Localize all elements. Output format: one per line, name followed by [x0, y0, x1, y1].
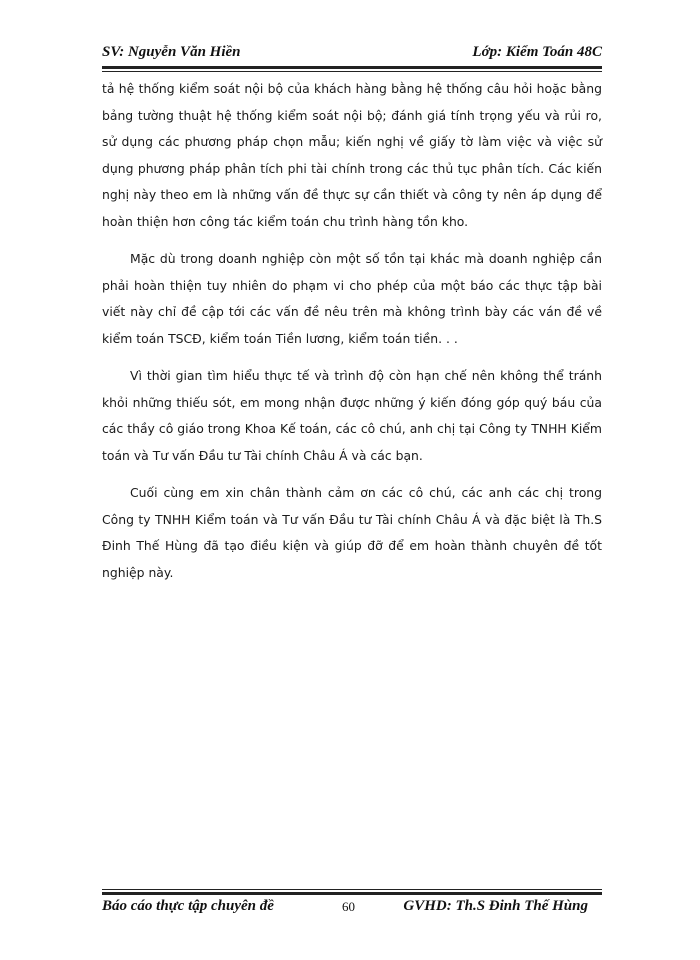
page-number: 60 [342, 899, 355, 914]
paragraph-4: Cuối cùng em xin chân thành cảm ơn các cô chú, các anh các chị trong Công ty TNHH Kiểm toán và Tư vấn Đầu tư Tài chính Châu Á và đặc biệt là Th.S Đinh Thế Hùng đã tạo điều kiện và giúp đỡ để em hoàn thành chuyên đề tốt nghiệp này. [102, 485, 602, 580]
paragraph-1: tả hệ thống kiểm soát nội bộ của khách hàng bằng hệ thống câu hỏi hoặc bằng bảng tường thuật hệ thống kiểm soát nội bộ; đánh giá tính trọng yếu và rủi ro, sử dụng các phương pháp chọn mẫu; kiến nghị về giấy tờ làm việc và việc sử dụng phương pháp phân tích phi tài chính trong các thủ tục phân tích. Các kiến nghị này theo em là những vấn đề thực sự cần thiết và công ty nên áp dụng để hoàn thiện hơn công tác kiểm toán chu trình hàng tồn kho. [102, 81, 602, 229]
footer-advisor: GVHD: Th.S Đinh Thế Hùng [403, 898, 588, 914]
paragraph-3: Vì thời gian tìm hiểu thực tế và trình độ còn hạn chế nên không thể tránh khỏi những thiếu sót, em mong nhận được những ý kiến đóng góp quý báu của các thầy cô giáo trong Khoa Kế toán, các cô chú, anh chị tại Công ty TNHH Kiểm toán và Tư vấn Đầu tư Tài chính Châu Á và các bạn. [102, 368, 602, 463]
document-body [102, 76, 602, 597]
header-class: Lớp: Kiểm Toán 48C [472, 44, 602, 60]
header-rule-thick [102, 66, 602, 69]
header-rule-thin [102, 71, 602, 72]
footer-rule-thick [102, 892, 602, 895]
page-header [102, 42, 602, 66]
footer-rule-thin [102, 889, 602, 890]
page-footer [102, 896, 602, 920]
footer-report-title: Báo cáo thực tập chuyên đề [102, 898, 274, 914]
header-student-name: SV: Nguyễn Văn Hiền [102, 44, 241, 60]
paragraph-2: Mặc dù trong doanh nghiệp còn một số tồn tại khác mà doanh nghiệp cần phải hoàn thiện tuy nhiên do phạm vi cho phép của một báo các thực tập bài viết này chỉ đề cập tới các vấn đề nêu trên mà không trình bày các ván đề về kiểm toán TSCĐ, kiểm toán Tiền lương, kiểm toán tiền. . . [102, 251, 602, 346]
